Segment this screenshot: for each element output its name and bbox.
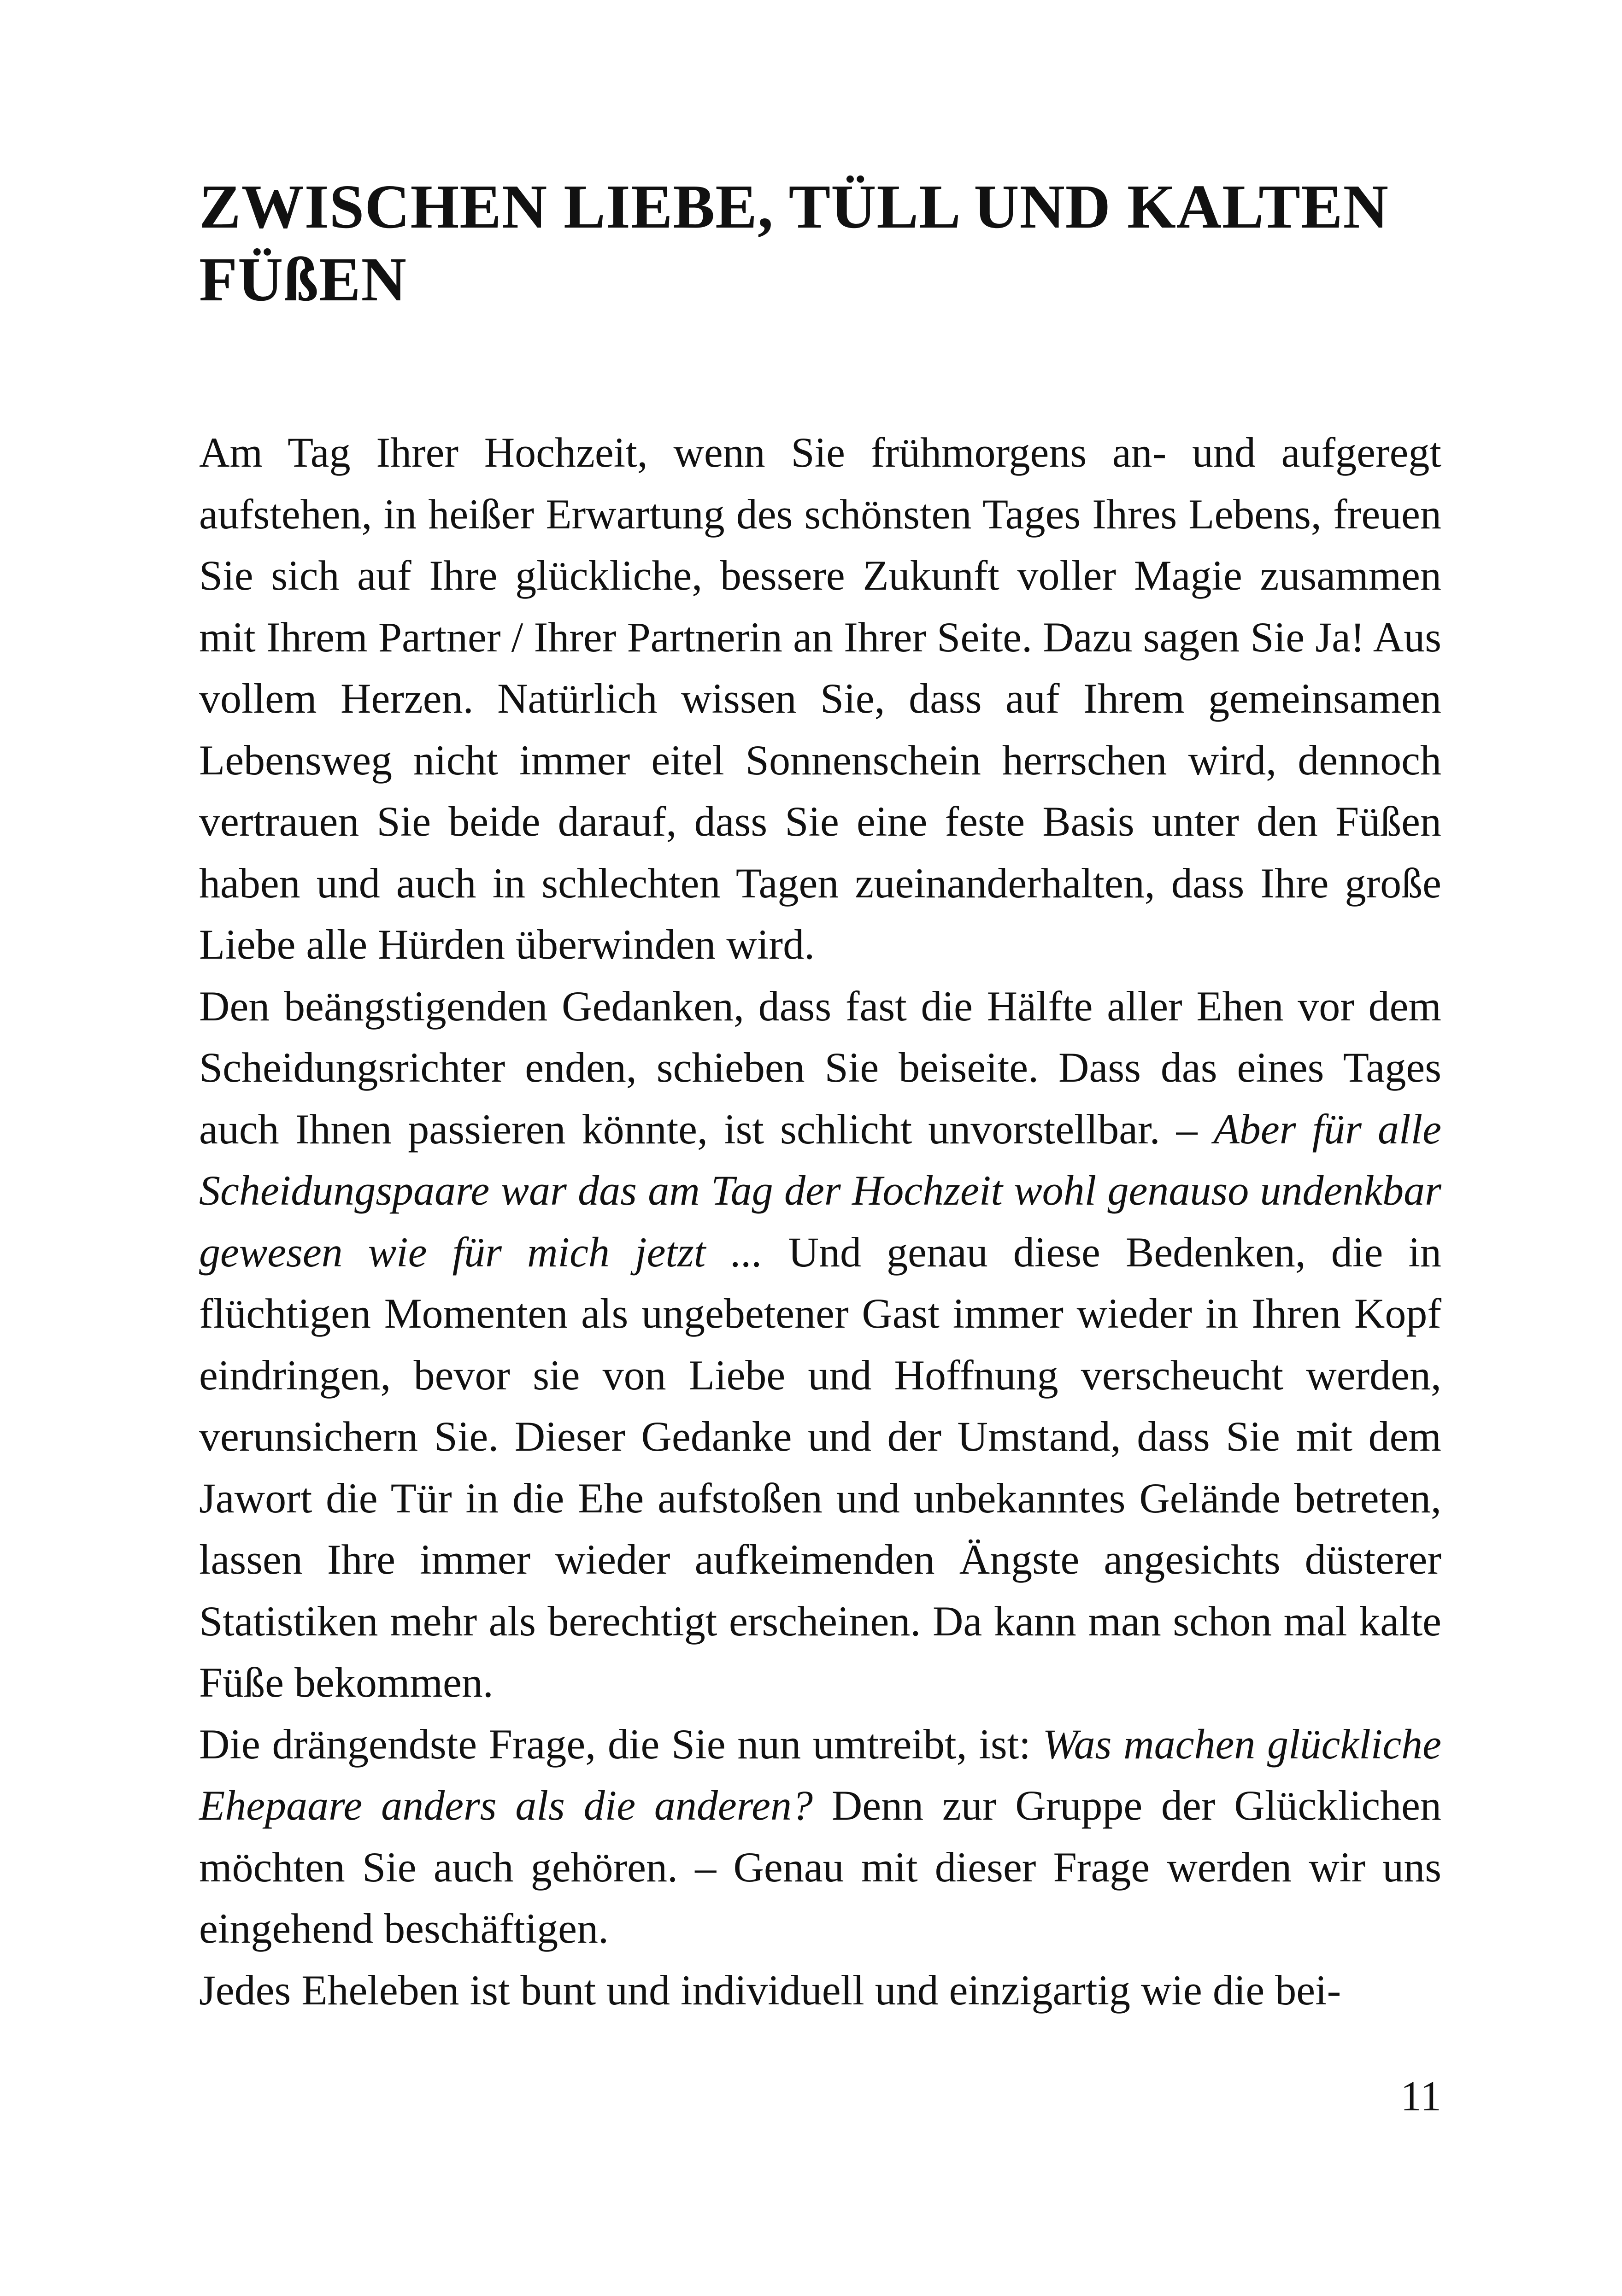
paragraph — [199, 1960, 1441, 2021]
text-segment: Und genau diese Bedenken, die in flüchtigen Momenten als ungebetener Gast immer wieder in Ihren Kopf eindringen, bevor sie von Liebe und Hoffnung verscheucht werden, verunsichern Sie. Dieser Gedanke und der Umstand, dass Sie mit dem Jawort die Tür in die Ehe aufstoßen und unbekanntes Gelände betreten, lassen Ihre immer wieder aufkeimenden Ängste angesichts düsterer Statistiken mehr als berechtigt erscheinen. Da kann man schon mal kalte Füße bekommen. — [199, 1228, 1441, 1706]
chapter-title-line-1: ZWISCHEN LIEBE, TÜLL UND KALTEN — [199, 172, 1389, 241]
text-segment: Den beängstigenden Gedanken, dass fast die Hälfte aller Ehen vor dem Scheidungsrichter enden, schieben Sie beiseite. Dass das eines Tages auch Ihnen passieren könnte, ist schlicht unvorstellbar. – — [199, 982, 1441, 1153]
text-segment: Am Tag Ihrer Hochzeit, wenn Sie frühmorgens an- und aufgeregt aufstehen, in heißer Erwartung des schönsten Tages Ihres Lebens, freuen Sie sich auf Ihre glückliche, bessere Zukunft voller Magie zusammen mit Ihrem Partner / Ihrer Partnerin an Ihrer Seite. Dazu sagen Sie Ja! Aus vollem Herzen. Natürlich wissen Sie, dass auf Ihrem gemeinsamen Lebensweg nicht immer eitel Sonnenschein herrschen wird, dennoch vertrauen Sie beide darauf, dass Sie eine feste Basis unter den Füßen haben und auch in schlechten Tagen zueinanderhalten, dass Ihre große Liebe alle Hürden überwinden wird. — [199, 429, 1441, 968]
chapter-title — [199, 170, 1452, 316]
body-text — [199, 422, 1441, 2021]
italic-text: Aber für alle Scheidungspaare war das am Tag der Hochzeit wohl genauso undenkbar gewesen wie für mich jetzt ... — [199, 1105, 1442, 1276]
paragraph — [199, 1714, 1441, 1960]
paragraph — [199, 976, 1441, 1714]
text-segment: Jedes Eheleben ist bunt und individuell und einzigartig wie die bei- — [199, 1966, 1341, 2014]
page-number: 11 — [1400, 2073, 1441, 2120]
italic-text: Was machen glückliche Ehepaare anders als die anderen? — [199, 1720, 1441, 1829]
text-segment: Denn zur Gruppe der Glücklichen möchten Sie auch gehören. – Genau mit dieser Frage werden wir uns eingehend beschäftigen. — [199, 1782, 1441, 1952]
chapter-title-line-2: FÜßEN — [199, 245, 407, 314]
paragraph — [199, 422, 1441, 976]
text-segment: Die drängendste Frage, die Sie nun umtreibt, ist: — [199, 1720, 1043, 1768]
